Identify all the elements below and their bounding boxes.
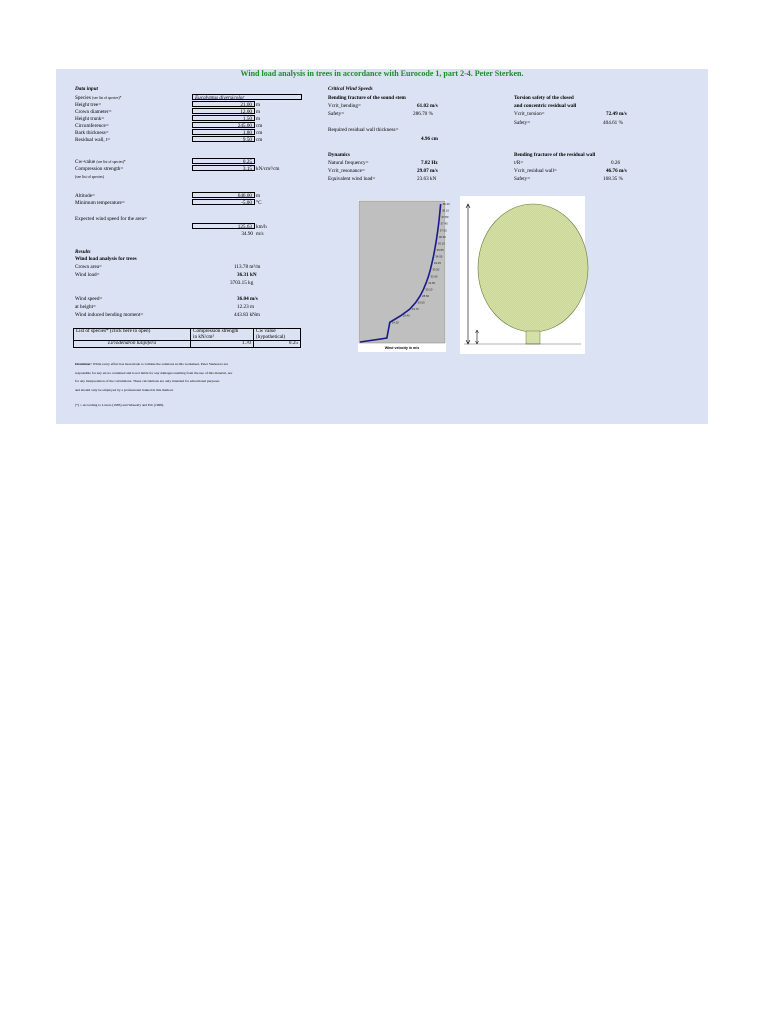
min-temp-label: Minimum temperature= [75,200,125,206]
input-field[interactable]: 9.50 [192,136,255,142]
vcrit-residual-value: 46.76 m/s [606,168,627,174]
wind-point-label: 19.40 [402,313,410,318]
wind-speed-label: Wind speed= [75,296,103,302]
wind-point-label: 34.95 [435,254,443,259]
vcrit-torsion-label: Vcrit_torsion= [514,111,545,117]
safety-value: 286.70 % [413,111,433,117]
wind-point-label: 33.50 [432,267,440,272]
tr-value: 0.26 [611,160,621,166]
cw-header: Cw value (hypothetical) [254,329,301,341]
equiv-load-value: 23.63 kN [417,176,437,182]
tree-trunk [526,331,540,344]
tree-diagram [460,196,585,354]
wind-point-label: 34.25 [433,261,441,266]
results-heading: Results [75,249,91,255]
tree-crown [478,204,588,332]
moment-value: 443.83 kNm [234,312,260,318]
bending-heading: Bending fracture of the sound stem [328,95,406,101]
input-label: Height trunk= [75,116,105,122]
residual-label: Required residual wall thickness= [328,127,399,133]
species-table [73,328,301,348]
species-field[interactable]: Eucalyptus diversicolor [192,94,302,100]
wind-point-label: 35.55 [436,248,444,252]
wind-point-label: 31.50 [428,280,436,285]
wind-point-label: 28.60 [422,294,430,298]
at-height-label: at height= [75,304,96,310]
expected-wind-label: Expected wind speed for the area= [75,216,147,222]
table-row [74,341,301,348]
species-list-link[interactable]: List of species* (click here to open) [74,329,191,341]
equiv-load-label: Equivalent wind load= [328,176,376,182]
species-label: Species (see list of species)* [75,95,122,101]
input-unit: m [256,116,261,122]
input-label: Crown diameter= [75,109,112,115]
tr-label: t/R= [514,160,524,166]
input-field[interactable]: 245.00 [192,122,255,128]
input-field[interactable]: 21.00 [192,101,255,107]
wind-load-value: 36.31 kN [237,272,257,278]
wind-point-label: 37.80 [441,215,449,220]
altitude-field[interactable]: 646.00 [192,192,255,198]
worksheet [56,69,708,424]
input-unit: cm [256,130,263,136]
torsion-heading-1: Torsion safety of the closed [514,95,574,101]
data-input-heading: Data input [75,86,98,92]
wind-load-kg: 3703.15 kg [230,280,254,286]
wind-point-label: 26.50 [417,300,425,305]
vcrit-resonance-label: Vcrit_resonance= [328,168,365,174]
safety-label: Safety= [328,111,345,117]
vcrit-resonance-value: 29.07 m/s [417,168,438,174]
torsion-heading-2: and concentric residual wall [514,103,577,109]
moment-label: Wind induced bending moment= [75,312,144,318]
strength-cell: 1.70 [191,341,254,348]
residual-value: 4.96 cm [421,136,438,142]
input-label: Circumference= [75,123,109,129]
page-title: Wind load analysis in trees in accordance with Eurocode 1, part 2-4. Peter Sterken. [240,69,524,78]
vcrit-bending-value: 61.02 m/s [417,103,438,109]
chart-x-label: Wind velocity in m/s [384,346,420,350]
input-unit: m [256,109,261,115]
dynamics-heading: Dynamics [328,152,350,158]
wind-point-label: 23.70 [411,307,419,312]
cw-label: Cw-value (see list of species)* [75,159,126,165]
vcrit-residual-label: Vcrit_residual wall= [514,168,557,174]
wind-point-label: 32.60 [430,274,438,279]
wind-profile-svg [358,200,450,352]
cw-field[interactable]: 0.25 [192,158,255,164]
wind-point-label: 14.20 [391,320,399,325]
vcrit-torsion-value: 72.49 m/s [606,111,627,117]
disclaimer: Disclaimer: While every effort has been made to validate the solutions in this worksheet, Peter Sterken is not responsible for any errors contained and is not liable for any damages resulting from the use of this material, nor for any interpretation of the calculations. These calculations are only intended for educational purposes and should only be employed by a professional trained in this method. [75,362,233,392]
safety2-label: Safety= [514,176,531,182]
altitude-unit: m [256,193,261,199]
input-field[interactable]: 1.80 [192,129,255,135]
safety2-value: 168.35 % [603,176,623,182]
species-cell[interactable]: Liriodendron tulipifera [74,341,191,348]
natural-freq-value: 7.82 Hz [421,160,438,166]
table-header-row [74,329,301,341]
wind-point-label: 36.60 [438,234,446,239]
expected-wind-ms-unit: m/s [256,231,264,237]
wind-point-label: 38.10 [442,208,450,213]
wind-point-label: 37.05 [439,228,447,233]
vcrit-bending-label: Vcrit_bending= [328,103,361,109]
input-field[interactable]: 1.50 [192,115,255,121]
results-subheading: Wind load analysis for trees [75,256,137,262]
strength-header: Compression strength in kN/cm² [191,329,254,341]
wind-point-label: 36.10 [437,241,445,246]
min-temp-field[interactable]: -5.00 [192,199,255,205]
input-label: Residual wall, t= [75,137,111,143]
input-unit: m [256,102,261,108]
input-label: Height tree= [75,102,102,108]
compression-label: Compression strength= [75,166,124,172]
natural-freq-label: Natural frequency= [328,160,369,166]
input-label: Bark thickness= [75,130,109,136]
torsion-safety-label: Safety= [514,120,531,126]
input-field[interactable]: 12.00 [192,108,255,114]
bending-residual-heading: Bending fracture of the residual wall [514,152,596,158]
at-height-value: 12.23 m [237,304,255,310]
expected-wind-ms: 34.90 [241,231,253,237]
crown-area-label: Crown area= [75,264,102,270]
expected-wind-field[interactable]: 125.63 [192,223,255,229]
cw-cell: 0.25 [254,341,301,348]
wind-point-label: 38.40 [442,202,450,206]
altitude-label: Altitude= [75,193,95,199]
torsion-safety-value: 404.61 % [603,120,623,126]
crown-area-value: 113.78 m²/m [234,264,261,270]
wind-profile-chart [358,200,450,352]
input-unit: cm [256,137,263,143]
expected-wind-kmh-unit: km/h [256,224,267,230]
wind-load-label: Wind load= [75,272,100,278]
compression-field[interactable]: 3.15 [192,165,255,171]
critical-heading: Critical Wind Speeds [328,86,373,92]
see-list-note: (see list of species) [75,175,104,179]
wind-point-label: 30.20 [425,287,433,292]
compression-unit: kN/cm²/cm [256,166,280,172]
wind-point-label: 37.45 [440,221,448,226]
tree-svg [460,196,585,354]
input-unit: cm [256,123,263,129]
min-temp-unit: °C [256,200,262,206]
reference-note: (*) = According to Lavers (1983) and Wessolly and Erb (1998). [75,403,165,407]
wind-speed-value: 36.04 m/s [237,296,258,302]
plot-area [359,201,445,343]
